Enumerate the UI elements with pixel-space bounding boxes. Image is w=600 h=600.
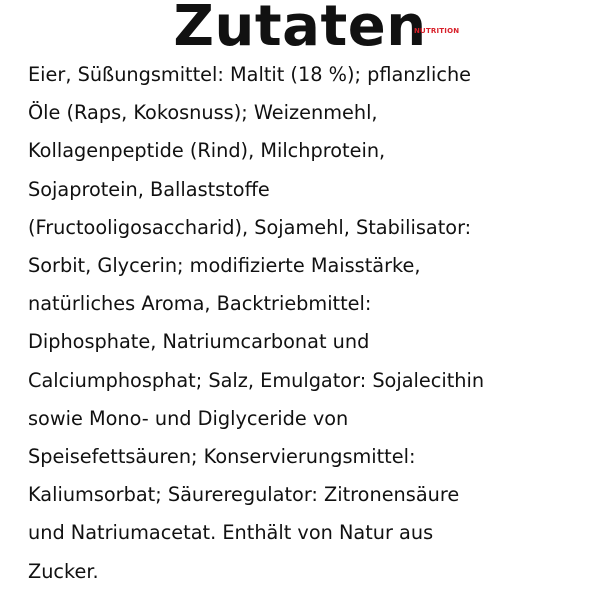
- ingredient-line: Diphosphate, Natriumcarbonat und: [28, 330, 370, 354]
- ingredient-line: Zucker.: [28, 559, 99, 583]
- ingredient-line: Sojaprotein, Ballaststoffe: [28, 177, 270, 201]
- page-title: Zutaten: [173, 0, 427, 59]
- ingredient-line: Eier, Süßungsmittel: Maltit (18 %); pflanzliche: [28, 63, 472, 86]
- ingredient-line: natürliches Aroma, Backtriebmittel:: [28, 292, 372, 316]
- header: [0, 0, 600, 62]
- ingredient-line: Sorbit, Glycerin; modifizierte Maisstärke,: [28, 254, 421, 278]
- ingredient-line: Speisefettsäuren; Konservierungsmittel:: [28, 445, 416, 469]
- ingredient-line: Calciumphosphat; Salz, Emulgator: Sojalecithin: [28, 368, 485, 392]
- brand-logo: [414, 27, 459, 35]
- ingredient-line: Öle (Raps, Kokosnuss); Weizenmehl,: [28, 101, 378, 125]
- ingredient-line: Kollagenpeptide (Rind), Milchprotein,: [28, 139, 386, 163]
- ingredient-line: Kaliumsorbat; Säureregulator: Zitronensäure: [28, 483, 460, 507]
- brand-logo-text: NUTRITION: [414, 27, 460, 35]
- ingredients-text: [28, 56, 596, 591]
- ingredient-line: (Fructooligosaccharid), Sojamehl, Stabilisator:: [28, 215, 472, 239]
- ingredient-line: und Natriumacetat. Enthält von Natur aus: [28, 521, 434, 545]
- ingredient-line: sowie Mono- und Diglyceride von: [28, 406, 349, 430]
